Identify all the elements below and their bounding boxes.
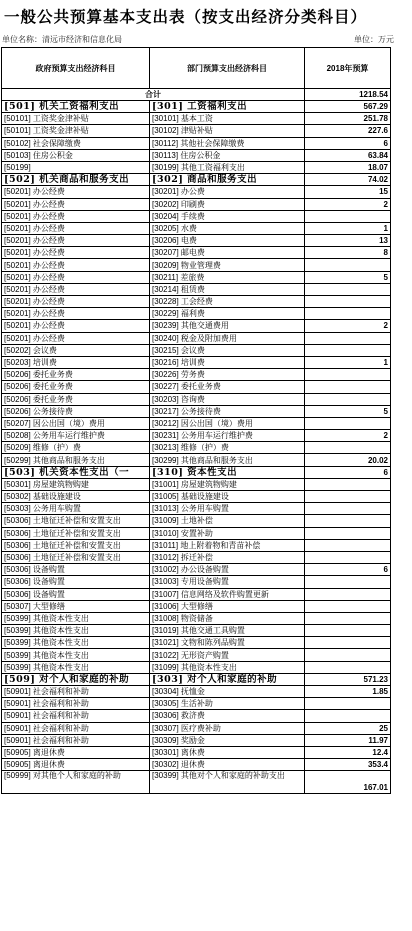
- gov-subject-cell: [50399] 其他资本性支出: [2, 625, 150, 637]
- budget-value-cell: 11.97: [305, 734, 391, 746]
- budget-value-cell: 6: [305, 466, 391, 478]
- dept-subject-cell: [31006] 大型修缮: [150, 600, 305, 612]
- table-header-row: [2, 48, 391, 89]
- table-row: [2, 515, 391, 527]
- gov-subject-cell: [50101] 工资奖金津补贴: [2, 125, 150, 137]
- table-row: [2, 332, 391, 344]
- budget-value-cell: 2: [305, 320, 391, 332]
- gov-subject-cell: [50201] 办公经费: [2, 259, 150, 271]
- dept-subject-cell: [30307] 医疗费补助: [150, 722, 305, 734]
- gov-subject-cell: [50207] 因公出国（境）费用: [2, 417, 150, 429]
- table-row: [2, 283, 391, 295]
- gov-subject-cell: [50306] 土地征迁补偿和安置支出: [2, 527, 150, 539]
- gov-subject-cell: [50206] 委托业务费: [2, 393, 150, 405]
- header-dept-column: 部门预算支出经济科目: [150, 48, 305, 89]
- dept-subject-cell: [30207] 邮电费: [150, 247, 305, 259]
- gov-subject-cell: [50905] 离退休费: [2, 746, 150, 758]
- table-row: [2, 271, 391, 283]
- budget-value-cell: 1: [305, 222, 391, 234]
- table-row: [2, 308, 391, 320]
- budget-value-cell: 227.6: [305, 125, 391, 137]
- budget-value-cell: 1.85: [305, 686, 391, 698]
- gov-subject-cell: [50901] 社会福利和补助: [2, 722, 150, 734]
- dept-subject-cell: [30299] 其他商品和服务支出: [150, 454, 305, 466]
- budget-value-cell: 567.29: [305, 101, 391, 113]
- gov-subject-cell: [50399] 其他资本性支出: [2, 661, 150, 673]
- gov-subject-cell: [50203] 培训费: [2, 356, 150, 368]
- table-row: [2, 576, 391, 588]
- dept-subject-cell: [31003] 专用设备购置: [150, 576, 305, 588]
- budget-value-cell: 63.84: [305, 149, 391, 161]
- table-row: [2, 430, 391, 442]
- dept-subject-cell: [31099] 其他资本性支出: [150, 661, 305, 673]
- budget-value-cell: [305, 637, 391, 649]
- dept-subject-cell: [30306] 救济费: [150, 710, 305, 722]
- dept-subject-cell: [30231] 公务用车运行维护费: [150, 430, 305, 442]
- gov-subject-cell: [50901] 社会福利和补助: [2, 698, 150, 710]
- gov-subject-cell: [50201] 办公经费: [2, 320, 150, 332]
- budget-value-cell: 18.07: [305, 161, 391, 173]
- dept-subject-cell: [31010] 安置补助: [150, 527, 305, 539]
- dept-subject-cell: [31009] 土地补偿: [150, 515, 305, 527]
- gov-subject-cell: [50201] 办公经费: [2, 235, 150, 247]
- dept-subject-cell: [30301] 离休费: [150, 746, 305, 758]
- table-row: [2, 625, 391, 637]
- gov-subject-cell: [509] 对个人和家庭的补助: [2, 673, 150, 685]
- dept-subject-cell: [30215] 会议费: [150, 344, 305, 356]
- table-row: [2, 600, 391, 612]
- dept-subject-cell: [30217] 公务接待费: [150, 405, 305, 417]
- budget-value-cell: 251.78: [305, 113, 391, 125]
- budget-value-cell: [305, 527, 391, 539]
- gov-subject-cell: [50901] 社会福利和补助: [2, 734, 150, 746]
- dept-subject-cell: [31008] 物资储备: [150, 612, 305, 624]
- gov-subject-cell: [50299] 其他商品和服务支出: [2, 454, 150, 466]
- dept-subject-cell: [302] 商品和服务支出: [150, 174, 305, 186]
- table-row: [2, 734, 391, 746]
- table-row: [2, 539, 391, 551]
- table-row: [2, 149, 391, 161]
- gov-subject-cell: [50303] 公务用车购置: [2, 503, 150, 515]
- budget-value-cell: 25: [305, 722, 391, 734]
- table-row: [2, 478, 391, 490]
- table-row: [2, 344, 391, 356]
- budget-value-cell: 8: [305, 247, 391, 259]
- table-row: [2, 417, 391, 429]
- dept-subject-cell: [30211] 差旅费: [150, 271, 305, 283]
- budget-value-cell: 571.23: [305, 673, 391, 685]
- budget-value-cell: 20.02: [305, 454, 391, 466]
- section-row: [2, 673, 391, 685]
- gov-subject-cell: [50905] 离退休费: [2, 759, 150, 771]
- budget-value-cell: 12.4: [305, 746, 391, 758]
- total-label: 合计: [2, 89, 305, 101]
- gov-subject-cell: [50399] 其他资本性支出: [2, 649, 150, 661]
- dept-subject-cell: [30209] 物业管理费: [150, 259, 305, 271]
- table-row: [2, 686, 391, 698]
- dept-subject-cell: [30229] 福利费: [150, 308, 305, 320]
- gov-subject-cell: [50199]: [2, 161, 150, 173]
- table-row: [2, 759, 391, 771]
- budget-value-cell: [305, 332, 391, 344]
- budget-value-cell: 74.02: [305, 174, 391, 186]
- budget-value-cell: [305, 649, 391, 661]
- table-row: [2, 137, 391, 149]
- total-value: 1218.54: [305, 89, 391, 101]
- gov-subject-cell: [50201] 办公经费: [2, 271, 150, 283]
- dept-subject-cell: [30199] 其他工资福利支出: [150, 161, 305, 173]
- dept-subject-cell: [30305] 生活补助: [150, 698, 305, 710]
- gov-subject-cell: [50209] 维修（护）费: [2, 442, 150, 454]
- gov-subject-cell: [50901] 社会福利和补助: [2, 686, 150, 698]
- budget-value-cell: 1: [305, 356, 391, 368]
- dept-subject-cell: [31007] 信息网络及软件购置更新: [150, 588, 305, 600]
- budget-value-cell: [305, 259, 391, 271]
- table-row: [2, 612, 391, 624]
- dept-subject-cell: [31019] 其他交通工具购置: [150, 625, 305, 637]
- dept-subject-cell: [31013] 公务用车购置: [150, 503, 305, 515]
- table-row: [2, 746, 391, 758]
- table-row: [2, 222, 391, 234]
- table-row: [2, 551, 391, 563]
- dept-subject-cell: [31012] 拆迁补偿: [150, 551, 305, 563]
- budget-value-cell: [305, 515, 391, 527]
- table-row: [2, 296, 391, 308]
- table-row: [2, 320, 391, 332]
- table-row: [2, 369, 391, 381]
- dept-subject-cell: [30304] 抚恤金: [150, 686, 305, 698]
- gov-subject-cell: [502] 机关商品和服务支出: [2, 174, 150, 186]
- gov-subject-cell: [50306] 设备购置: [2, 564, 150, 576]
- table-row: [2, 698, 391, 710]
- gov-subject-cell: [50201] 办公经费: [2, 222, 150, 234]
- section-row: [2, 174, 391, 186]
- gov-subject-cell: [50306] 设备购置: [2, 576, 150, 588]
- header-gov-column: 政府预算支出经济科目: [2, 48, 150, 89]
- gov-subject-cell: [50208] 公务用车运行维护费: [2, 430, 150, 442]
- table-row: [2, 198, 391, 210]
- table-row: [2, 161, 391, 173]
- unit-name-label: 单位名称：清远市经济和信息化局: [2, 35, 122, 44]
- budget-value-cell: [305, 442, 391, 454]
- gov-subject-cell: [50301] 房屋建筑物购建: [2, 478, 150, 490]
- budget-value-cell: [305, 308, 391, 320]
- table-row: [2, 564, 391, 576]
- budget-value-cell: 15: [305, 186, 391, 198]
- gov-subject-cell: [50103] 住房公积金: [2, 149, 150, 161]
- gov-subject-cell: [50201] 办公经费: [2, 198, 150, 210]
- dept-subject-cell: [30102] 津贴补贴: [150, 125, 305, 137]
- table-row: [2, 454, 391, 466]
- dept-subject-cell: [31002] 办公设备购置: [150, 564, 305, 576]
- section-row: [2, 101, 391, 113]
- gov-subject-cell: [50901] 社会福利和补助: [2, 710, 150, 722]
- gov-subject-cell: [50201] 办公经费: [2, 186, 150, 198]
- dept-subject-cell: [30203] 咨询费: [150, 393, 305, 405]
- gov-subject-cell: [50201] 办公经费: [2, 283, 150, 295]
- budget-value-cell: 5: [305, 271, 391, 283]
- table-row: [2, 722, 391, 734]
- dept-subject-cell: [31001] 房屋建筑物购建: [150, 478, 305, 490]
- section-row: [2, 466, 391, 478]
- budget-value-cell: [305, 296, 391, 308]
- dept-subject-cell: [30112] 其他社会保障缴费: [150, 137, 305, 149]
- dept-subject-cell: [31022] 无形资产购置: [150, 649, 305, 661]
- dept-subject-cell: [30214] 租赁费: [150, 283, 305, 295]
- gov-subject-cell: [50201] 办公经费: [2, 308, 150, 320]
- budget-value-cell: [305, 210, 391, 222]
- header-budget-column: 2018年预算: [305, 48, 391, 89]
- gov-subject-cell: [50399] 其他资本性支出: [2, 637, 150, 649]
- budget-value-cell: 6: [305, 564, 391, 576]
- gov-subject-cell: [50201] 办公经费: [2, 296, 150, 308]
- dept-subject-cell: [30216] 培训费: [150, 356, 305, 368]
- dept-subject-cell: [31005] 基础设施建设: [150, 491, 305, 503]
- budget-value-cell: [305, 539, 391, 551]
- dept-subject-cell: [30205] 水费: [150, 222, 305, 234]
- budget-value-cell: 167.01: [305, 771, 391, 794]
- dept-subject-cell: [30227] 委托业务费: [150, 381, 305, 393]
- gov-subject-cell: [50206] 委托业务费: [2, 381, 150, 393]
- table-row: [2, 381, 391, 393]
- dept-subject-cell: [31011] 地上附着物和青苗补偿: [150, 539, 305, 551]
- dept-subject-cell: [30240] 税金及附加费用: [150, 332, 305, 344]
- budget-value-cell: 5: [305, 405, 391, 417]
- dept-subject-cell: [30206] 电费: [150, 235, 305, 247]
- budget-value-cell: [305, 612, 391, 624]
- dept-subject-cell: [30226] 劳务费: [150, 369, 305, 381]
- table-row: [2, 186, 391, 198]
- budget-value-cell: 2: [305, 198, 391, 210]
- gov-subject-cell: [50206] 委托业务费: [2, 369, 150, 381]
- dept-subject-cell: [30302] 退休费: [150, 759, 305, 771]
- dept-subject-cell: [30239] 其他交通费用: [150, 320, 305, 332]
- budget-value-cell: [305, 551, 391, 563]
- dept-subject-cell: [30309] 奖励金: [150, 734, 305, 746]
- page-title: 一般公共预算基本支出表（按支出经济分类科目）: [4, 7, 368, 26]
- table-row: [2, 235, 391, 247]
- gov-subject-cell: [50306] 设备购置: [2, 588, 150, 600]
- budget-value-cell: [305, 369, 391, 381]
- dept-subject-cell: [30101] 基本工资: [150, 113, 305, 125]
- dept-subject-cell: [30212] 因公出国（境）费用: [150, 417, 305, 429]
- gov-subject-cell: [50206] 公务接待费: [2, 405, 150, 417]
- gov-subject-cell: [501] 机关工资福利支出: [2, 101, 150, 113]
- gov-subject-cell: [50202] 会议费: [2, 344, 150, 356]
- dept-subject-cell: [303] 对个人和家庭的补助: [150, 673, 305, 685]
- dept-subject-cell: [31021] 文物和陈列品购置: [150, 637, 305, 649]
- table-row: [2, 356, 391, 368]
- gov-subject-cell: [50399] 其他资本性支出: [2, 612, 150, 624]
- gov-subject-cell: [50306] 土地征迁补偿和安置支出: [2, 551, 150, 563]
- budget-value-cell: [305, 393, 391, 405]
- budget-value-cell: [305, 344, 391, 356]
- dept-subject-cell: [310] 资本性支出: [150, 466, 305, 478]
- dept-subject-cell: [30204] 手续费: [150, 210, 305, 222]
- gov-subject-cell: [50302] 基础设施建设: [2, 491, 150, 503]
- budget-value-cell: [305, 600, 391, 612]
- table-row: [2, 661, 391, 673]
- table-row: [2, 393, 391, 405]
- table-row: [2, 637, 391, 649]
- table-row: [2, 649, 391, 661]
- dept-subject-cell: [30399] 其他对个人和家庭的补助支出: [150, 771, 305, 794]
- gov-subject-cell: [50101] 工资奖金津补贴: [2, 113, 150, 125]
- budget-value-cell: [305, 503, 391, 515]
- budget-value-cell: 353.4: [305, 759, 391, 771]
- budget-value-cell: [305, 283, 391, 295]
- dept-subject-cell: [30201] 办公费: [150, 186, 305, 198]
- gov-subject-cell: [503] 机关资本性支出（一: [2, 466, 150, 478]
- table-row: [2, 442, 391, 454]
- budget-value-cell: [305, 625, 391, 637]
- table-row: [2, 710, 391, 722]
- budget-value-cell: [305, 381, 391, 393]
- dept-subject-cell: [30213] 维修（护）费: [150, 442, 305, 454]
- gov-subject-cell: [50102] 社会保障缴费: [2, 137, 150, 149]
- dept-subject-cell: [30202] 印刷费: [150, 198, 305, 210]
- table-row: [2, 503, 391, 515]
- total-row: [2, 89, 391, 101]
- table-row: [2, 588, 391, 600]
- dept-subject-cell: [30113] 住房公积金: [150, 149, 305, 161]
- budget-value-cell: 6: [305, 137, 391, 149]
- budget-value-cell: [305, 698, 391, 710]
- table-row: [2, 527, 391, 539]
- table-row: [2, 113, 391, 125]
- budget-value-cell: [305, 491, 391, 503]
- gov-subject-cell: [50306] 土地征迁补偿和安置支出: [2, 539, 150, 551]
- budget-value-cell: [305, 478, 391, 490]
- gov-subject-cell: [50999] 对其他个人和家庭的补助: [2, 771, 150, 794]
- dept-subject-cell: [30228] 工会经费: [150, 296, 305, 308]
- budget-expenditure-table: [1, 47, 391, 794]
- budget-value-cell: [305, 588, 391, 600]
- dept-subject-cell: [301] 工资福利支出: [150, 101, 305, 113]
- budget-value-cell: [305, 710, 391, 722]
- budget-value-cell: [305, 417, 391, 429]
- table-row: [2, 771, 391, 794]
- gov-subject-cell: [50201] 办公经费: [2, 210, 150, 222]
- gov-subject-cell: [50307] 大型修缮: [2, 600, 150, 612]
- budget-value-cell: 13: [305, 235, 391, 247]
- budget-value-cell: [305, 576, 391, 588]
- budget-value-cell: [305, 661, 391, 673]
- gov-subject-cell: [50201] 办公经费: [2, 247, 150, 259]
- currency-unit-label: 单位：万元: [354, 35, 394, 44]
- table-row: [2, 491, 391, 503]
- table-row: [2, 210, 391, 222]
- table-row: [2, 259, 391, 271]
- table-row: [2, 405, 391, 417]
- gov-subject-cell: [50201] 办公经费: [2, 332, 150, 344]
- table-row: [2, 125, 391, 137]
- budget-value-cell: 2: [305, 430, 391, 442]
- table-row: [2, 247, 391, 259]
- gov-subject-cell: [50306] 土地征迁补偿和安置支出: [2, 515, 150, 527]
